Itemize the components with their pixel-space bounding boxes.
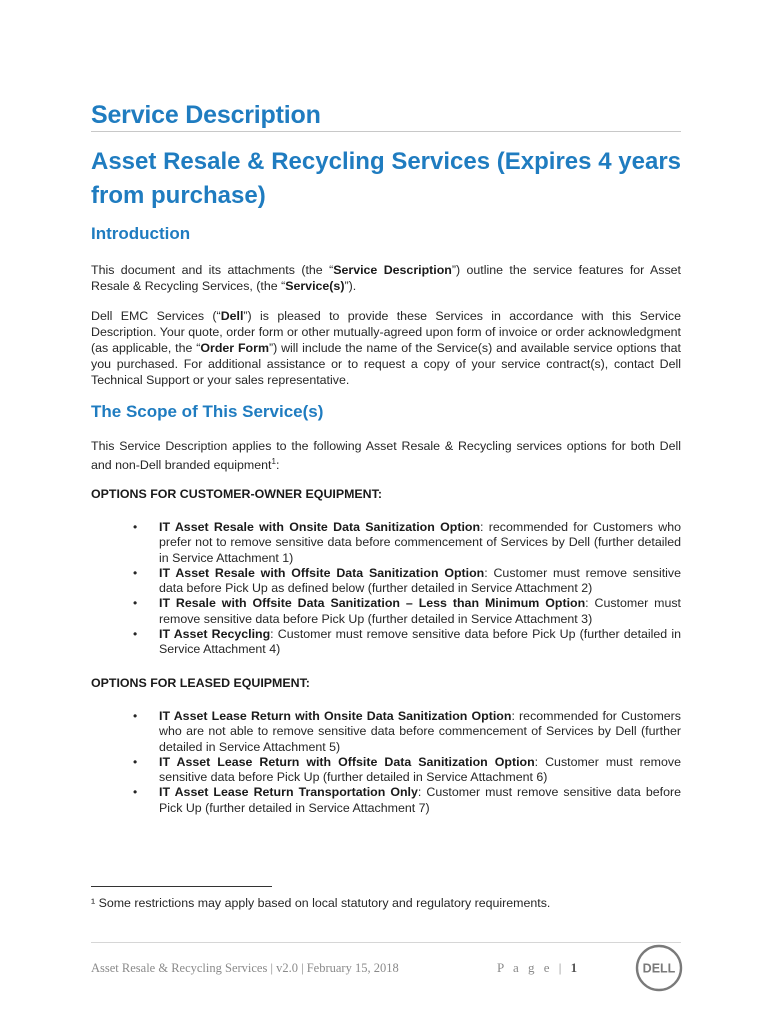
option-list-item bbox=[91, 709, 681, 755]
text-run: This Service Description applies to the following Asset Resale & Recycling services options for both Dell and non-Dell branded equipment bbox=[91, 439, 681, 473]
text-run: Service(s) bbox=[285, 279, 345, 293]
text-run: Order Form bbox=[200, 341, 269, 355]
customer-owned-options-list bbox=[91, 520, 681, 658]
introduction-heading: Introduction bbox=[91, 224, 191, 243]
text-run: This document and its attachments (the “ bbox=[91, 263, 334, 277]
footer-divider bbox=[91, 942, 681, 943]
bullet-icon: • bbox=[133, 520, 138, 534]
bullet-icon: • bbox=[133, 596, 138, 611]
document-title: Service Description bbox=[91, 101, 321, 129]
bullet-icon: • bbox=[133, 565, 138, 580]
option-title: IT Asset Recycling bbox=[159, 627, 271, 642]
intro-paragraph-1 bbox=[91, 262, 681, 294]
option-list-item bbox=[91, 755, 681, 786]
footnote: ¹ Some restrictions may apply based on local statutory and regulatory requirements. bbox=[91, 896, 551, 910]
option-list-item bbox=[91, 520, 681, 566]
bullet-icon: • bbox=[133, 627, 138, 642]
bullet-icon: • bbox=[133, 785, 138, 800]
option-title: IT Resale with Offsite Data Sanitization – Less than Minimum Option bbox=[159, 596, 586, 611]
customer-owned-options-label: OPTIONS FOR CUSTOMER-OWNER EQUIPMENT: bbox=[91, 487, 382, 501]
text-run: ”) outline the service features for Asset Resale & Recycling Services, (the “ bbox=[91, 263, 681, 293]
text-run: ”). bbox=[344, 279, 357, 293]
text-run: ”) is pleased to provide these Services in accordance with this Service Description. Your quote, order form or other mutually-agreed upon form of invoice or order acknowledgment (as applicable, the “ bbox=[91, 309, 681, 355]
option-description: : recommended for Customers who prefer not to remove sensitive data before commencement of Services by Dell (further detailed in Service Attachment 1) bbox=[159, 520, 681, 565]
logo-text: DELL bbox=[642, 961, 676, 976]
option-title: IT Asset Resale with Onsite Data Sanitization Option bbox=[159, 520, 481, 534]
option-description: : Customer must remove sensitive data before Pick Up (further detailed in Service Attachment 3) bbox=[159, 596, 681, 626]
bullet-icon: • bbox=[133, 709, 138, 723]
option-list-item bbox=[91, 627, 681, 658]
intro-paragraph-2 bbox=[91, 308, 681, 388]
option-description: : Customer must remove sensitive data before Pick Up as defined below (further detailed in Service Attachment 2) bbox=[159, 565, 681, 596]
scope-paragraph bbox=[91, 438, 681, 473]
text-run: Service Description bbox=[333, 263, 452, 277]
page-label: P a g e | bbox=[497, 960, 565, 975]
leased-options-list bbox=[91, 709, 681, 816]
option-list-item bbox=[91, 566, 681, 597]
option-title: IT Asset Lease Return Transportation Only bbox=[159, 785, 418, 800]
footnote-divider bbox=[91, 886, 272, 887]
text-run: 1 bbox=[271, 457, 276, 466]
footer-text: Asset Resale & Recycling Services | v2.0 | February 15, 2018 bbox=[91, 961, 399, 975]
text-run: Dell EMC Services (“ bbox=[91, 309, 221, 323]
dell-logo-icon bbox=[635, 944, 683, 992]
page-number-value: 1 bbox=[570, 960, 578, 975]
text-run: ”) will include the name of the Service(s) and available service options that you purchased. For additional assistance or to request a copy of your service contract(s), contact Dell Technical Support or your sales representative. bbox=[91, 341, 681, 387]
leased-options-label: OPTIONS FOR LEASED EQUIPMENT: bbox=[91, 676, 310, 690]
option-description: : recommended for Customers who are not able to remove sensitive data before commencement of Services by Dell (further detailed in Service Attachment 5) bbox=[159, 709, 681, 754]
option-title: IT Asset Lease Return with Onsite Data Sanitization Option bbox=[159, 709, 512, 723]
title-divider bbox=[91, 131, 681, 132]
page-number bbox=[497, 960, 577, 976]
bullet-icon: • bbox=[133, 754, 138, 769]
option-description: : Customer must remove sensitive data before Pick Up (further detailed in Service Attachment 7) bbox=[159, 785, 681, 815]
option-description: : Customer must remove sensitive data before Pick Up (further detailed in Service Attachment 6) bbox=[159, 754, 681, 785]
service-name-heading: Asset Resale & Recycling Services (Expires 4 years from purchase) bbox=[91, 148, 681, 209]
option-description: : Customer must remove sensitive data before Pick Up (further detailed in Service Attachment 4) bbox=[159, 627, 682, 657]
option-title: IT Asset Resale with Offsite Data Sanitization Option bbox=[159, 565, 485, 580]
scope-heading: The Scope of This Service(s) bbox=[91, 402, 324, 421]
text-run: Dell bbox=[220, 309, 244, 323]
option-list-item bbox=[91, 596, 681, 627]
option-title: IT Asset Lease Return with Offsite Data Sanitization Option bbox=[159, 754, 535, 769]
option-list-item bbox=[91, 785, 681, 816]
text-run: : bbox=[275, 458, 280, 473]
